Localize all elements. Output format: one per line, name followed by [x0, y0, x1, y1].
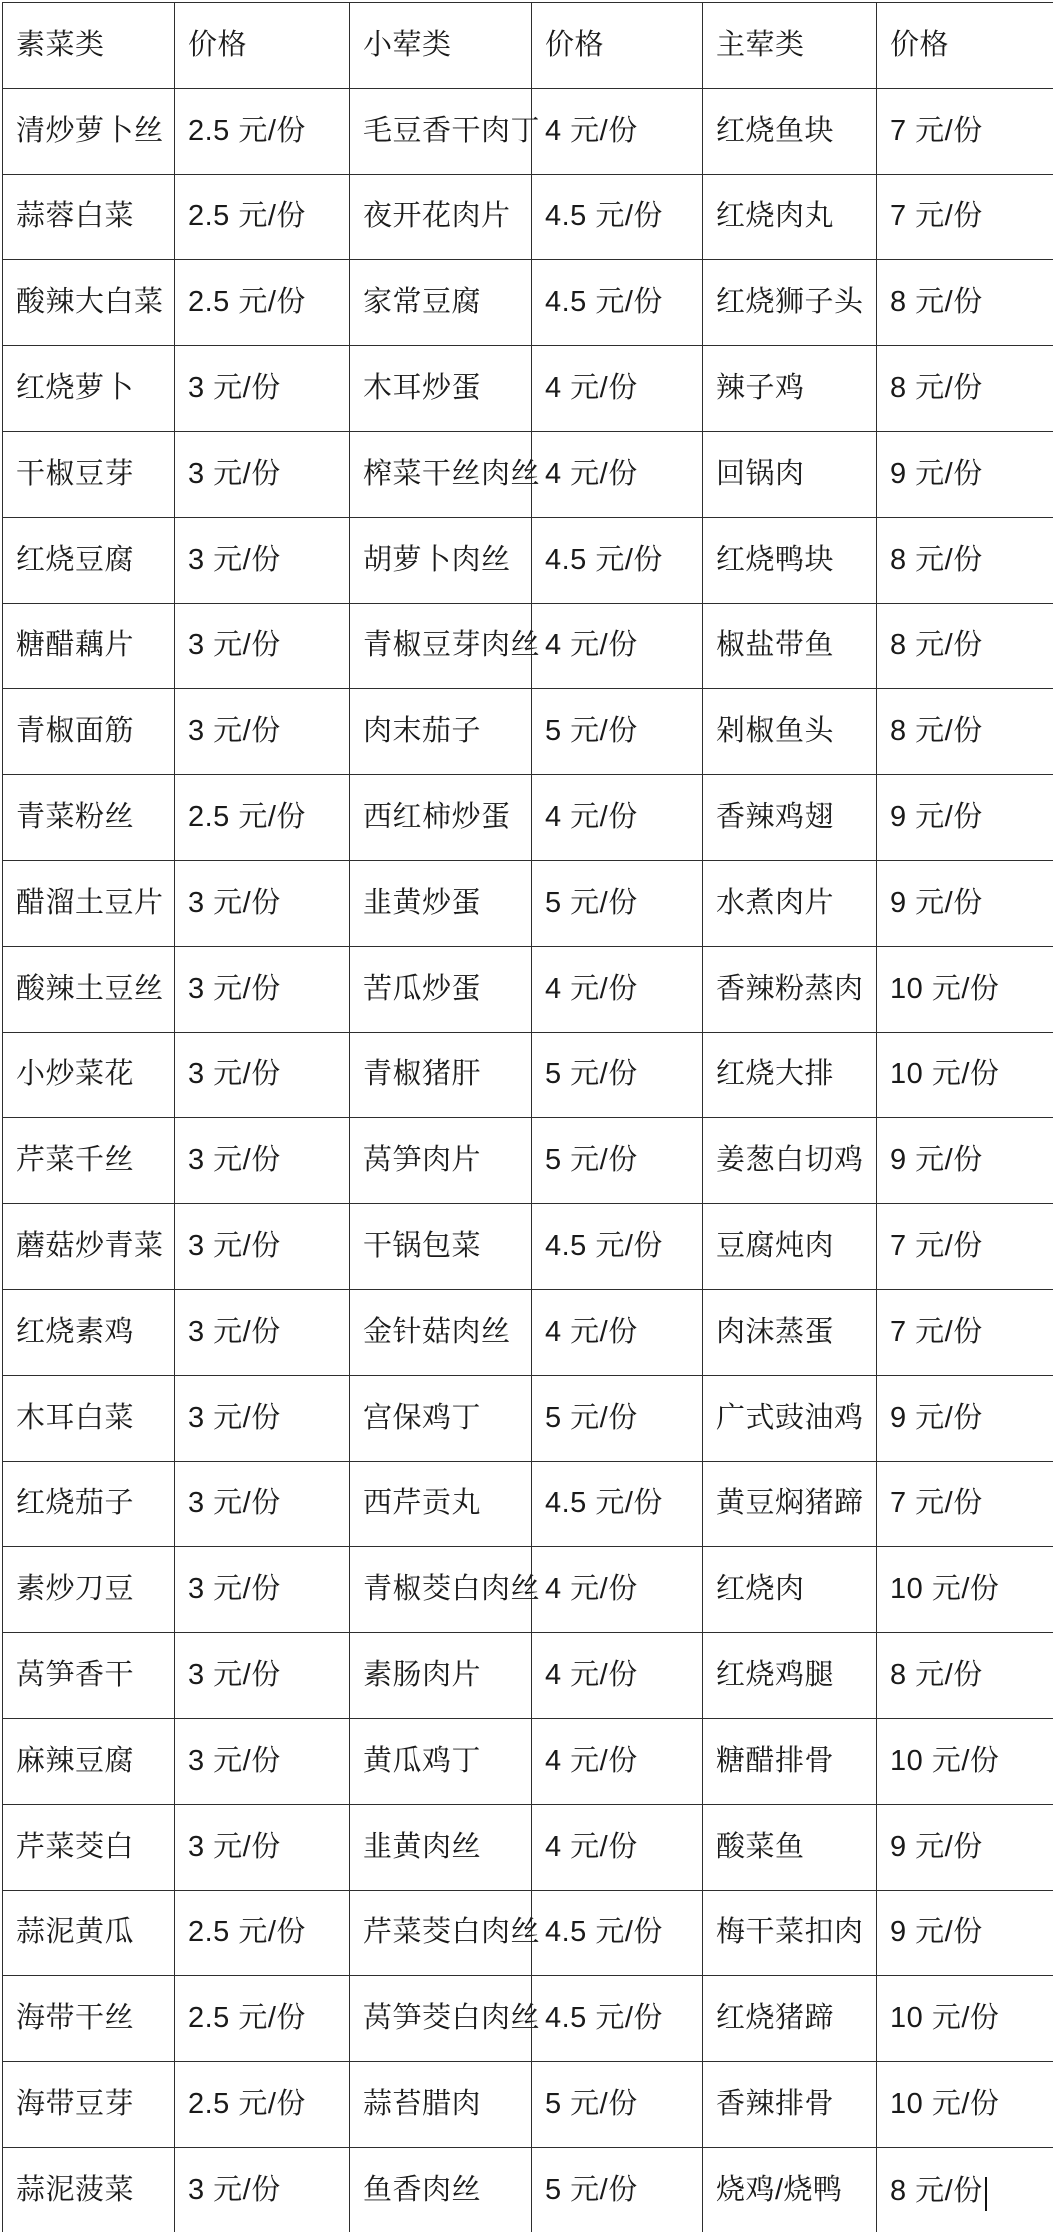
dish-name-cell: 水煮肉片 — [703, 860, 877, 946]
price-cell: 2.5 元/份 — [175, 2062, 350, 2148]
dish-name-cell: 青椒猪肝 — [350, 1032, 532, 1118]
price-cell: 5 元/份 — [532, 689, 703, 775]
dish-name-cell: 青椒茭白肉丝 — [350, 1547, 532, 1633]
price-cell: 9 元/份 — [877, 860, 1053, 946]
table-row — [3, 346, 1053, 432]
price-cell: 7 元/份 — [877, 1461, 1053, 1547]
price-cell: 9 元/份 — [877, 1804, 1053, 1890]
dish-name-cell: 糖醋藕片 — [3, 603, 175, 689]
menu-table — [2, 2, 1053, 2232]
price-cell: 4.5 元/份 — [532, 260, 703, 346]
dish-name-cell: 烧鸡/烧鸭 — [703, 2147, 877, 2232]
dish-name-cell: 红烧肉 — [703, 1547, 877, 1633]
price-cell: 4 元/份 — [532, 946, 703, 1032]
dish-name-cell: 蘑菇炒青菜 — [3, 1204, 175, 1290]
price-cell: 4 元/份 — [532, 88, 703, 174]
dish-name-cell: 回锅肉 — [703, 431, 877, 517]
price-cell: 4 元/份 — [532, 1718, 703, 1804]
dish-name-cell: 红烧茄子 — [3, 1461, 175, 1547]
table-row — [3, 860, 1053, 946]
price-cell: 4.5 元/份 — [532, 1204, 703, 1290]
price-cell: 9 元/份 — [877, 1375, 1053, 1461]
dish-name-cell: 糖醋排骨 — [703, 1718, 877, 1804]
price-cell: 5 元/份 — [532, 2062, 703, 2148]
price-cell: 2.5 元/份 — [175, 775, 350, 861]
dish-name-cell: 韭黄炒蛋 — [350, 860, 532, 946]
text-cursor — [985, 2177, 987, 2211]
price-cell: 5 元/份 — [532, 1375, 703, 1461]
dish-name-cell: 蒜苔腊肉 — [350, 2062, 532, 2148]
price-cell: 4 元/份 — [532, 1804, 703, 1890]
price-cell: 8 元/份 — [877, 346, 1053, 432]
dish-name-cell: 醋溜土豆片 — [3, 860, 175, 946]
table-row — [3, 1204, 1053, 1290]
dish-name-cell: 椒盐带鱼 — [703, 603, 877, 689]
dish-name-cell: 莴笋香干 — [3, 1633, 175, 1719]
dish-name-cell: 蒜蓉白菜 — [3, 174, 175, 260]
table-row — [3, 1890, 1053, 1976]
dish-name-cell: 海带豆芽 — [3, 2062, 175, 2148]
table-row — [3, 946, 1053, 1032]
price-cell: 7 元/份 — [877, 88, 1053, 174]
dish-name-cell: 酸辣土豆丝 — [3, 946, 175, 1032]
header-price-3: 价格 — [877, 3, 1053, 89]
table-row — [3, 1032, 1053, 1118]
dish-name-cell: 芹菜千丝 — [3, 1118, 175, 1204]
price-cell: 4 元/份 — [532, 1547, 703, 1633]
dish-name-cell: 蒜泥菠菜 — [3, 2147, 175, 2232]
price-cell: 3 元/份 — [175, 1718, 350, 1804]
table-row — [3, 2147, 1053, 2232]
table-row — [3, 689, 1053, 775]
price-cell: 10 元/份 — [877, 2062, 1053, 2148]
dish-name-cell: 鱼香肉丝 — [350, 2147, 532, 2232]
dish-name-cell: 麻辣豆腐 — [3, 1718, 175, 1804]
dish-name-cell: 宫保鸡丁 — [350, 1375, 532, 1461]
price-cell: 3 元/份 — [175, 1289, 350, 1375]
dish-name-cell: 红烧鸭块 — [703, 517, 877, 603]
price-cell: 3 元/份 — [175, 431, 350, 517]
price-cell: 3 元/份 — [175, 1204, 350, 1290]
price-cell: 3 元/份 — [175, 1032, 350, 1118]
table-row — [3, 1118, 1053, 1204]
dish-name-cell: 干锅包菜 — [350, 1204, 532, 1290]
price-cell: 10 元/份 — [877, 946, 1053, 1032]
dish-name-cell: 辣子鸡 — [703, 346, 877, 432]
dish-name-cell: 毛豆香干肉丁 — [350, 88, 532, 174]
dish-name-cell: 黄豆焖猪蹄 — [703, 1461, 877, 1547]
dish-name-cell: 豆腐炖肉 — [703, 1204, 877, 1290]
price-cell: 4 元/份 — [532, 346, 703, 432]
dish-name-cell: 青椒豆芽肉丝 — [350, 603, 532, 689]
dish-name-cell: 蒜泥黄瓜 — [3, 1890, 175, 1976]
table-row — [3, 1461, 1053, 1547]
header-vegetable-category: 素菜类 — [3, 3, 175, 89]
dish-name-cell: 肉沫蒸蛋 — [703, 1289, 877, 1375]
dish-name-cell: 酸菜鱼 — [703, 1804, 877, 1890]
dish-name-cell: 木耳炒蛋 — [350, 346, 532, 432]
dish-name-cell: 剁椒鱼头 — [703, 689, 877, 775]
price-cell: 3 元/份 — [175, 860, 350, 946]
dish-name-cell: 清炒萝卜丝 — [3, 88, 175, 174]
dish-name-cell: 金针菇肉丝 — [350, 1289, 532, 1375]
menu-table-body — [3, 88, 1053, 2232]
price-cell: 5 元/份 — [532, 860, 703, 946]
header-price-2: 价格 — [532, 3, 703, 89]
price-cell: 5 元/份 — [532, 1118, 703, 1204]
price-cell: 2.5 元/份 — [175, 1976, 350, 2062]
dish-name-cell: 夜开花肉片 — [350, 174, 532, 260]
price-cell: 10 元/份 — [877, 1976, 1053, 2062]
price-cell: 9 元/份 — [877, 1118, 1053, 1204]
dish-name-cell: 红烧肉丸 — [703, 174, 877, 260]
price-cell: 2.5 元/份 — [175, 174, 350, 260]
dish-name-cell: 韭黄肉丝 — [350, 1804, 532, 1890]
dish-name-cell: 红烧猪蹄 — [703, 1976, 877, 2062]
dish-name-cell: 肉末茄子 — [350, 689, 532, 775]
price-cell: 8 元/份 — [877, 603, 1053, 689]
table-row — [3, 1976, 1053, 2062]
price-cell: 10 元/份 — [877, 1032, 1053, 1118]
price-cell: 10 元/份 — [877, 1547, 1053, 1633]
dish-name-cell: 莴笋茭白肉丝 — [350, 1976, 532, 2062]
table-row — [3, 260, 1053, 346]
price-cell: 2.5 元/份 — [175, 1890, 350, 1976]
price-cell: 4 元/份 — [532, 603, 703, 689]
price-cell: 3 元/份 — [175, 689, 350, 775]
dish-name-cell: 胡萝卜肉丝 — [350, 517, 532, 603]
dish-name-cell: 家常豆腐 — [350, 260, 532, 346]
price-cell: 4.5 元/份 — [532, 174, 703, 260]
price-cell: 4.5 元/份 — [532, 1890, 703, 1976]
dish-name-cell: 青椒面筋 — [3, 689, 175, 775]
dish-name-cell: 苦瓜炒蛋 — [350, 946, 532, 1032]
table-row — [3, 1718, 1053, 1804]
price-cell: 3 元/份 — [175, 1547, 350, 1633]
dish-name-cell: 红烧大排 — [703, 1032, 877, 1118]
table-row — [3, 1375, 1053, 1461]
table-row — [3, 2062, 1053, 2148]
dish-name-cell: 姜葱白切鸡 — [703, 1118, 877, 1204]
price-cell: 10 元/份 — [877, 1718, 1053, 1804]
dish-name-cell: 梅干菜扣肉 — [703, 1890, 877, 1976]
price-cell: 9 元/份 — [877, 775, 1053, 861]
price-cell: 4 元/份 — [532, 775, 703, 861]
price-cell: 3 元/份 — [175, 1461, 350, 1547]
dish-name-cell: 红烧狮子头 — [703, 260, 877, 346]
price-cell: 4 元/份 — [532, 431, 703, 517]
dish-name-cell: 芹菜茭白 — [3, 1804, 175, 1890]
price-cell: 8 元/份 — [877, 1633, 1053, 1719]
price-cell: 5 元/份 — [532, 1032, 703, 1118]
dish-name-cell: 红烧素鸡 — [3, 1289, 175, 1375]
table-row — [3, 517, 1053, 603]
price-cell: 3 元/份 — [175, 1118, 350, 1204]
dish-name-cell: 小炒菜花 — [3, 1032, 175, 1118]
price-cell: 3 元/份 — [175, 603, 350, 689]
dish-name-cell: 芹菜茭白肉丝 — [350, 1890, 532, 1976]
dish-name-cell: 干椒豆芽 — [3, 431, 175, 517]
price-cell: 2.5 元/份 — [175, 88, 350, 174]
price-cell: 7 元/份 — [877, 1289, 1053, 1375]
price-cell: 2.5 元/份 — [175, 260, 350, 346]
price-cell: 8 元/份 — [877, 2147, 1053, 2232]
price-cell: 3 元/份 — [175, 1375, 350, 1461]
price-cell: 3 元/份 — [175, 1633, 350, 1719]
header-price-1: 价格 — [175, 3, 350, 89]
price-cell: 3 元/份 — [175, 946, 350, 1032]
dish-name-cell: 广式豉油鸡 — [703, 1375, 877, 1461]
header-row — [3, 3, 1053, 89]
table-row — [3, 1804, 1053, 1890]
table-row — [3, 775, 1053, 861]
header-main-meat-category: 主荤类 — [703, 3, 877, 89]
dish-name-cell: 西芹贡丸 — [350, 1461, 532, 1547]
dish-name-cell: 红烧鱼块 — [703, 88, 877, 174]
price-cell: 4.5 元/份 — [532, 1461, 703, 1547]
price-cell: 4.5 元/份 — [532, 517, 703, 603]
price-cell: 9 元/份 — [877, 431, 1053, 517]
dish-name-cell: 黄瓜鸡丁 — [350, 1718, 532, 1804]
dish-name-cell: 素肠肉片 — [350, 1633, 532, 1719]
table-row — [3, 603, 1053, 689]
dish-name-cell: 榨菜干丝肉丝 — [350, 431, 532, 517]
price-cell: 4 元/份 — [532, 1289, 703, 1375]
price-cell: 4 元/份 — [532, 1633, 703, 1719]
price-cell: 7 元/份 — [877, 174, 1053, 260]
dish-name-cell: 红烧鸡腿 — [703, 1633, 877, 1719]
price-cell: 8 元/份 — [877, 260, 1053, 346]
price-cell: 4.5 元/份 — [532, 1976, 703, 2062]
header-small-meat-category: 小荤类 — [350, 3, 532, 89]
price-cell: 7 元/份 — [877, 1204, 1053, 1290]
dish-name-cell: 素炒刀豆 — [3, 1547, 175, 1633]
dish-name-cell: 西红柿炒蛋 — [350, 775, 532, 861]
dish-name-cell: 木耳白菜 — [3, 1375, 175, 1461]
table-row — [3, 1547, 1053, 1633]
dish-name-cell: 海带干丝 — [3, 1976, 175, 2062]
table-row — [3, 1289, 1053, 1375]
dish-name-cell: 莴笋肉片 — [350, 1118, 532, 1204]
dish-name-cell: 红烧萝卜 — [3, 346, 175, 432]
price-cell: 8 元/份 — [877, 689, 1053, 775]
dish-name-cell: 香辣排骨 — [703, 2062, 877, 2148]
price-cell: 5 元/份 — [532, 2147, 703, 2232]
price-cell: 3 元/份 — [175, 517, 350, 603]
table-row — [3, 174, 1053, 260]
price-cell: 9 元/份 — [877, 1890, 1053, 1976]
price-cell: 8 元/份 — [877, 517, 1053, 603]
dish-name-cell: 香辣鸡翅 — [703, 775, 877, 861]
dish-name-cell: 红烧豆腐 — [3, 517, 175, 603]
price-cell: 3 元/份 — [175, 346, 350, 432]
dish-name-cell: 香辣粉蒸肉 — [703, 946, 877, 1032]
price-cell: 3 元/份 — [175, 1804, 350, 1890]
table-row — [3, 88, 1053, 174]
table-row — [3, 1633, 1053, 1719]
table-row — [3, 431, 1053, 517]
dish-name-cell: 酸辣大白菜 — [3, 260, 175, 346]
dish-name-cell: 青菜粉丝 — [3, 775, 175, 861]
price-cell: 3 元/份 — [175, 2147, 350, 2232]
